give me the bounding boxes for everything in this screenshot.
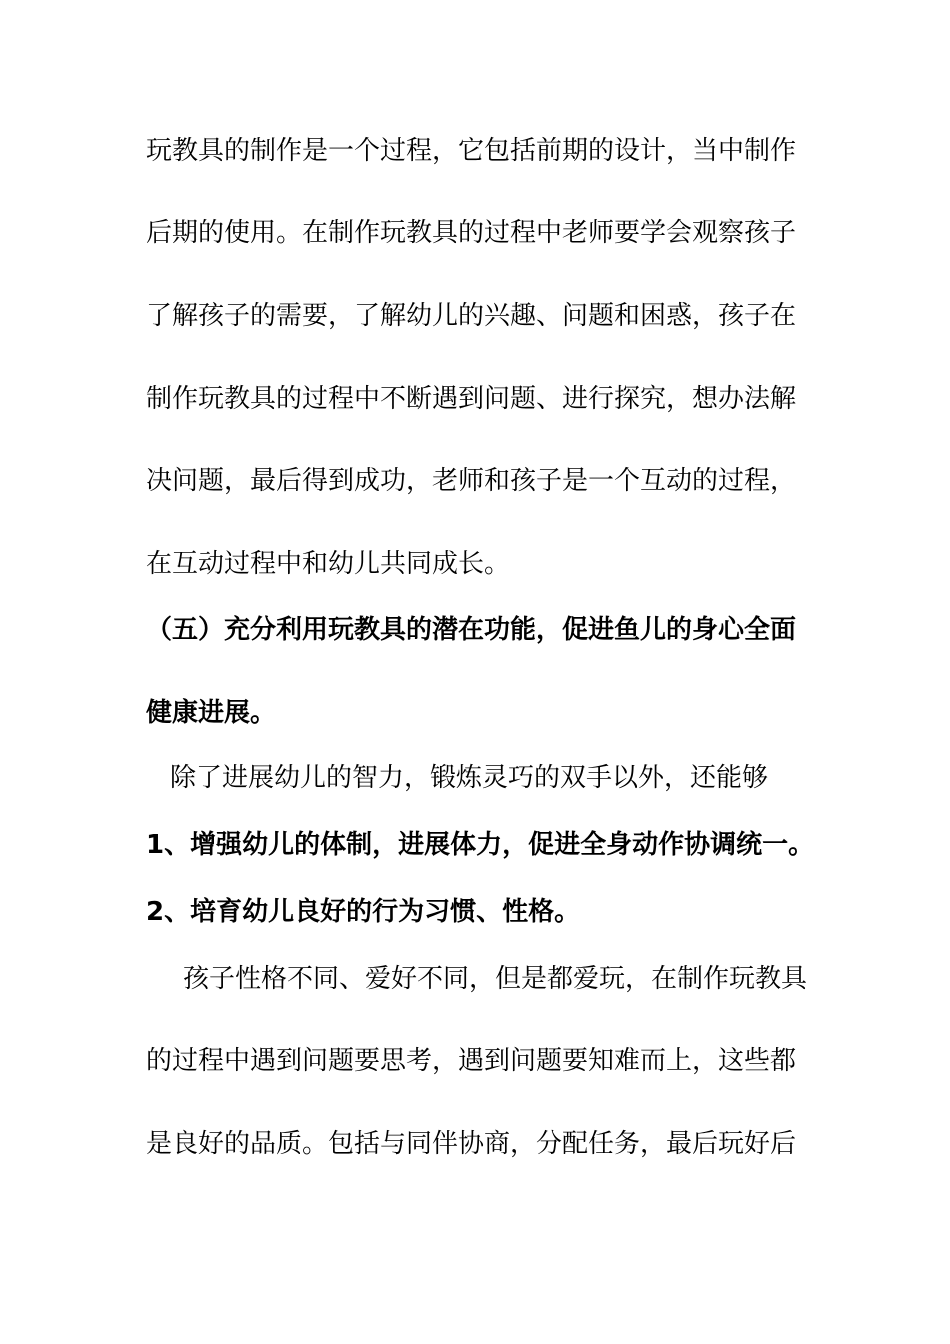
section-heading: 健康进展。 xyxy=(146,698,277,728)
paragraph-line: 在互动过程中和幼儿共同成长。 xyxy=(146,549,511,579)
paragraph-line: 制作玩教具的过程中不断遇到问题、进行探究，想办法解 xyxy=(146,384,797,414)
paragraph-line: 是良好的品质。包括与同伴协商，分配任务，最后玩好后 xyxy=(146,1129,797,1159)
paragraph-line: 孩子性格不同、爱好不同，但是都爱玩，在制作玩教具 xyxy=(183,964,808,994)
intro-line: 除了进展幼儿的智力，锻炼灵巧的双手以外，还能够 xyxy=(170,763,769,793)
section-heading: （五）充分利用玩教具的潜在功能，促进鱼儿的身心全面 xyxy=(146,615,797,645)
paragraph-line: 后期的使用。在制作玩教具的过程中老师要学会观察孩子 xyxy=(146,218,797,248)
paragraph-line: 决问题，最后得到成功，老师和孩子是一个互动的过程， xyxy=(146,466,797,496)
paragraph-line: 玩教具的制作是一个过程，它包括前期的设计，当中制作 xyxy=(146,136,797,166)
paragraph-line: 的过程中遇到问题要思考，遇到问题要知难而上，这些都 xyxy=(146,1046,797,1076)
list-item: 1、增强幼儿的体制，进展体力，促进全身动作协调统一。 xyxy=(146,830,815,860)
paragraph-line: 了解孩子的需要，了解幼儿的兴趣、问题和困惑，孩子在 xyxy=(146,301,797,331)
list-item: 2、培育幼儿良好的行为习惯、性格。 xyxy=(146,897,581,927)
